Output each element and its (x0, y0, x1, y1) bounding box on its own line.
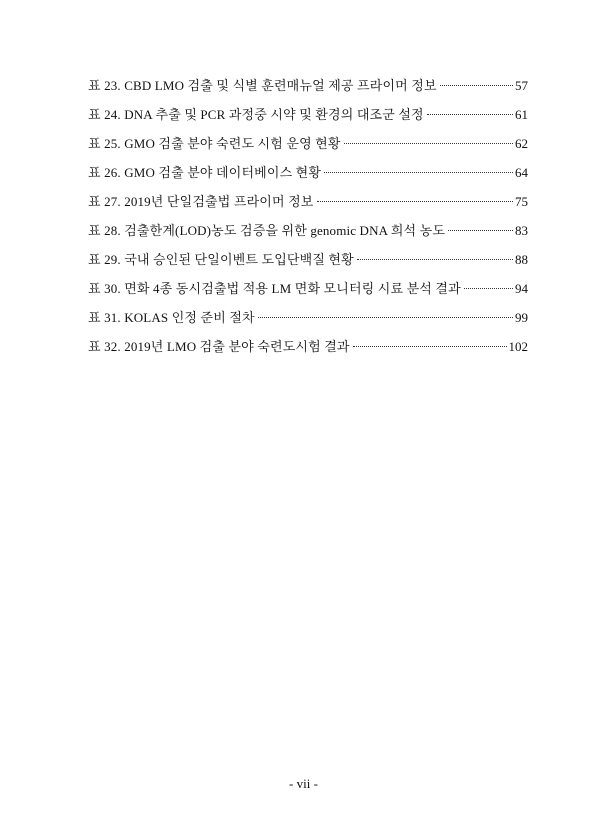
toc-entry[interactable] (88, 187, 528, 216)
toc-page-number: 75 (515, 194, 528, 209)
toc-entry[interactable] (88, 100, 528, 129)
toc-dot-leader (357, 259, 513, 260)
toc-dot-leader (448, 230, 513, 231)
toc-entry-title: 표 30. 면화 4종 동시검출법 적용 LM 면화 모니터링 시료 분석 결과 (88, 281, 461, 296)
toc-dot-leader (464, 288, 513, 289)
page-footer-number: - vii - (289, 776, 318, 791)
toc-dot-leader (344, 143, 513, 144)
toc-dot-leader (317, 201, 513, 202)
toc-page-number: 83 (515, 223, 528, 238)
toc-dot-leader (324, 172, 513, 173)
toc-entry[interactable] (88, 245, 528, 274)
toc-entry-title: 표 23. CBD LMO 검출 및 식별 훈련매뉴얼 제공 프라이머 정보 (88, 78, 437, 93)
toc-dot-leader (258, 317, 513, 318)
toc-entry-title: 표 32. 2019년 LMO 검출 분야 숙련도시험 결과 (88, 339, 350, 354)
toc-entry-title: 표 31. KOLAS 인정 준비 절차 (88, 310, 255, 325)
toc-page-number: 94 (515, 281, 528, 296)
toc-dot-leader (440, 85, 513, 86)
toc-entry-title: 표 28. 검출한계(LOD)농도 검증을 위한 genomic DNA 희석 농도 (88, 223, 446, 238)
toc-entry[interactable] (88, 71, 528, 100)
toc-entry-title: 표 29. 국내 승인된 단일이벤트 도입단백질 현황 (88, 252, 354, 267)
toc-entry[interactable] (88, 129, 528, 158)
toc-entry[interactable] (88, 216, 528, 245)
toc-page-number: 61 (515, 107, 528, 122)
toc-entry-title: 표 25. GMO 검출 분야 숙련도 시험 운영 현황 (88, 136, 341, 151)
table-of-contents (88, 71, 528, 361)
toc-page-number: 64 (515, 165, 528, 180)
toc-page-number: 102 (508, 339, 528, 354)
toc-entry[interactable] (88, 332, 528, 361)
toc-entry-title: 표 24. DNA 추출 및 PCR 과정중 시약 및 환경의 대조군 설정 (88, 107, 424, 122)
toc-dot-leader (427, 114, 513, 115)
toc-entry-title: 표 27. 2019년 단일검출법 프라이머 정보 (88, 194, 314, 209)
toc-entry[interactable] (88, 274, 528, 303)
toc-entry[interactable] (88, 303, 528, 332)
toc-entry-title: 표 26. GMO 검출 분야 데이터베이스 현황 (88, 165, 322, 180)
toc-page-number: 88 (515, 252, 528, 267)
toc-entry[interactable] (88, 158, 528, 187)
toc-dot-leader (353, 346, 507, 347)
toc-page-number: 99 (515, 310, 528, 325)
toc-page-number: 62 (515, 136, 528, 151)
toc-page-number: 57 (515, 78, 528, 93)
